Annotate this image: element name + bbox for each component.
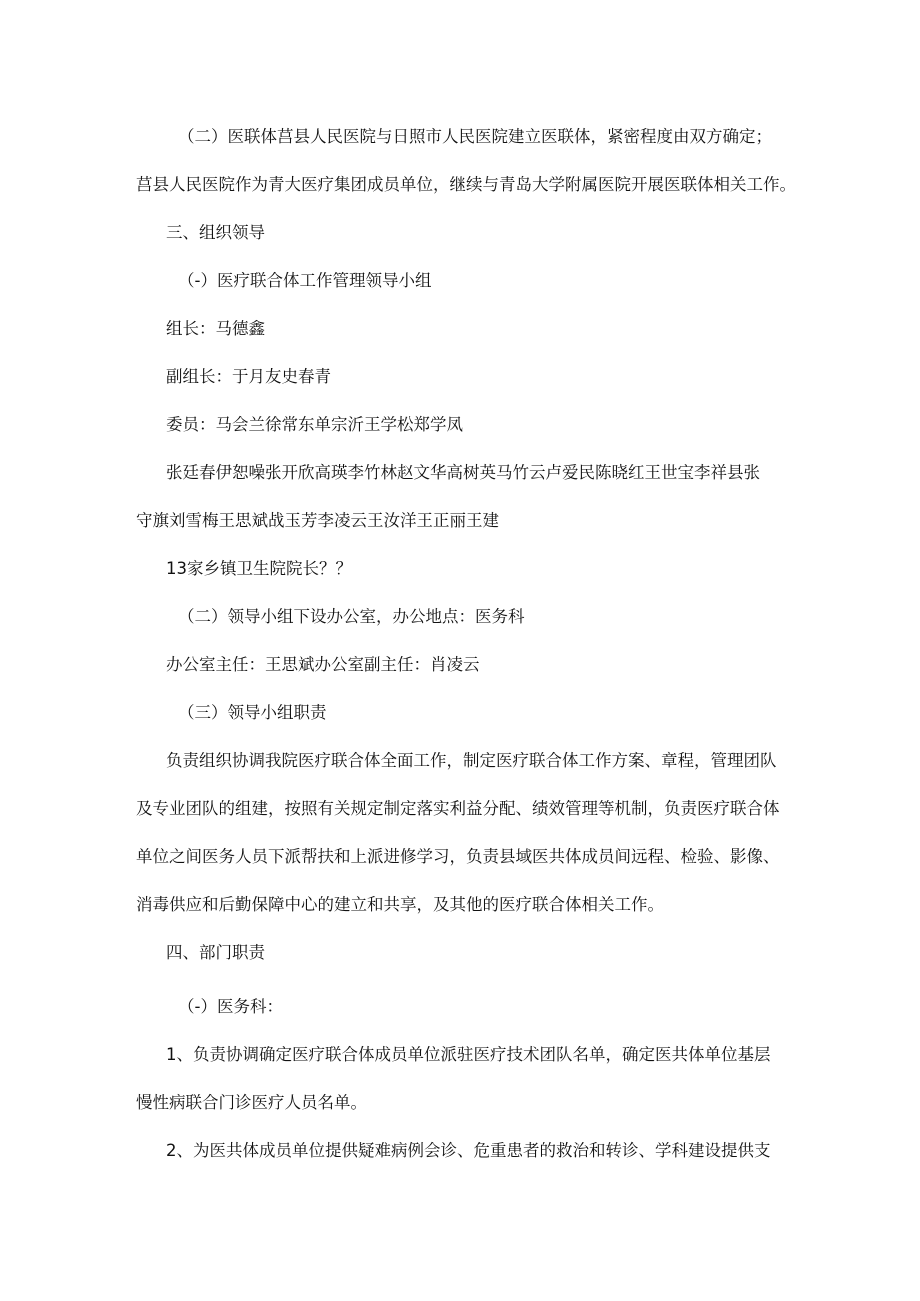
paragraph-line: （二）医联体莒县人民医院与日照市人民医院建立医联体，紧密程度由双方确定；	[178, 127, 772, 146]
paragraph-line: 慢性病联合门诊医疗人员名单。	[136, 1093, 367, 1112]
section-heading: 三、组织领导	[166, 223, 265, 242]
paragraph-line: 张廷春伊恕噪张开欣高瑛李竹林赵文华高树英马竹云卢爱民陈晓红王世宝李祥县张	[166, 463, 760, 482]
subsection-heading: （二）领导小组下设办公室，办公地点：医务科	[178, 607, 525, 626]
paragraph-line: 负责组织协调我院医疗联合体全面工作，制定医疗联合体工作方案、章程，管理团队	[166, 751, 777, 770]
subsection-heading: （-）医务科：	[178, 997, 283, 1016]
paragraph-line: 13家乡镇卫生院院长？？	[166, 559, 352, 578]
paragraph-line: 副组长：于月友史春青	[166, 367, 331, 386]
paragraph-line: 组长：马德鑫	[166, 319, 265, 338]
paragraph-line: 2、为医共体成员单位提供疑难病例会诊、危重患者的救治和转诊、学科建设提供支	[166, 1141, 771, 1160]
paragraph-line: 莒县人民医院作为青大医疗集团成员单位，继续与青岛大学附属医院开展医联体相关工作。	[136, 175, 796, 194]
paragraph-line: 单位之间医务人员下派帮扶和上派进修学习，负责县域医共体成员间远程、检验、影像、	[136, 847, 780, 866]
subsection-heading: （三）领导小组职责	[178, 703, 327, 722]
subsection-heading: （-）医疗联合体工作管理领导小组	[178, 271, 432, 290]
paragraph-line: 1、负责协调确定医疗联合体成员单位派驻医疗技术团队名单，确定医共体单位基层	[166, 1045, 771, 1064]
paragraph-line: 及专业团队的组建，按照有关规定制定落实利益分配、绩效管理等机制，负责医疗联合体	[136, 799, 780, 818]
paragraph-line: 委员：马会兰徐常东单宗沂王学松郑学凤	[166, 415, 463, 434]
paragraph-line: 办公室主任：王思斌办公室副主任：肖凌云	[166, 655, 480, 674]
paragraph-line: 消毒供应和后勤保障中心的建立和共享，及其他的医疗联合体相关工作。	[136, 895, 664, 914]
section-heading: 四、部门职责	[166, 943, 265, 962]
paragraph-line: 守旗刘雪梅王思斌战玉芳李凌云王汝洋王正丽王建	[136, 511, 499, 530]
